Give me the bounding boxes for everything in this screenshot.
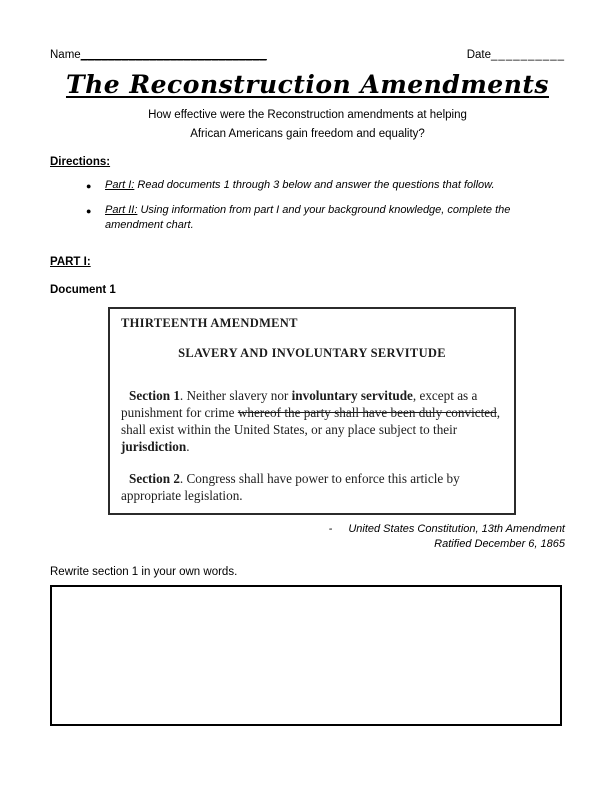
source-attribution: [50, 522, 565, 551]
directions-list: [50, 178, 565, 233]
section2-label: Section 2: [129, 471, 180, 486]
attribution-line1: [50, 522, 565, 537]
essential-question-line1: How effective were the Reconstruction amendments at helping: [148, 109, 467, 121]
date-blank-line[interactable]: __________: [491, 49, 565, 61]
header-row: [50, 49, 565, 61]
amendment-section1: [121, 387, 503, 455]
section1-label: Section 1: [129, 388, 180, 403]
direction-part1-text: Read documents 1 through 3 below and answer the questions that follow.: [134, 179, 495, 191]
amendment-subtitle: SLAVERY AND INVOLUNTARY SERVITUDE: [178, 346, 446, 360]
section2-text: . Congress shall have power to enforce this article by appropriate legislation.: [121, 471, 460, 503]
section1-struck-clause: whereof the party shall have been duly convicted: [237, 405, 497, 420]
direction-part1-label: Part I:: [105, 179, 135, 191]
section1-text: .: [186, 439, 190, 454]
attribution-source: United States Constitution, 13th Amendment: [348, 523, 565, 535]
bullet-icon: ●: [86, 181, 92, 191]
section1-text: . Neither slavery nor: [179, 388, 292, 403]
direction-item-part2: [86, 203, 565, 233]
section1-text: , shall exist within the United States, or any place subject to their: [121, 405, 501, 437]
date-label: Date: [466, 49, 492, 61]
date-field: [467, 49, 565, 61]
attribution-dash: -: [328, 523, 333, 535]
essential-question: [50, 106, 565, 144]
essential-question-line2: African Americans gain freedom and equality?: [190, 128, 425, 140]
section1-text: , except as a punishment for crime: [121, 388, 478, 420]
directions-heading: Directions:: [50, 156, 111, 168]
attribution-line2: Ratified December 6, 1865: [434, 537, 565, 550]
direction-part2-label: Part II:: [105, 204, 138, 216]
answer-box[interactable]: [50, 585, 562, 726]
section1-bold-involuntary-servitude: involuntary servitude: [291, 388, 413, 403]
direction-part2-text: Using information from part I and your background knowledge, complete the amendment chart.: [105, 204, 511, 231]
part1-heading: PART I:: [50, 256, 91, 268]
amendment-section2: [121, 470, 503, 504]
document1-label: Document 1: [50, 284, 116, 296]
name-field: [50, 49, 267, 61]
bullet-icon: ●: [86, 206, 92, 216]
name-blank-line[interactable]: ___________________________: [80, 49, 267, 61]
direction-item-part1: [86, 178, 565, 193]
amendment-title: THIRTEENTH AMENDMENT: [121, 316, 298, 330]
rewrite-prompt: Rewrite section 1 in your own words.: [50, 566, 238, 578]
document1-excerpt-box: [108, 307, 516, 515]
section1-bold-jurisdiction: jurisdiction: [121, 439, 187, 454]
page-title: The Reconstruction Amendments: [65, 70, 549, 99]
name-label: Name: [50, 49, 81, 61]
